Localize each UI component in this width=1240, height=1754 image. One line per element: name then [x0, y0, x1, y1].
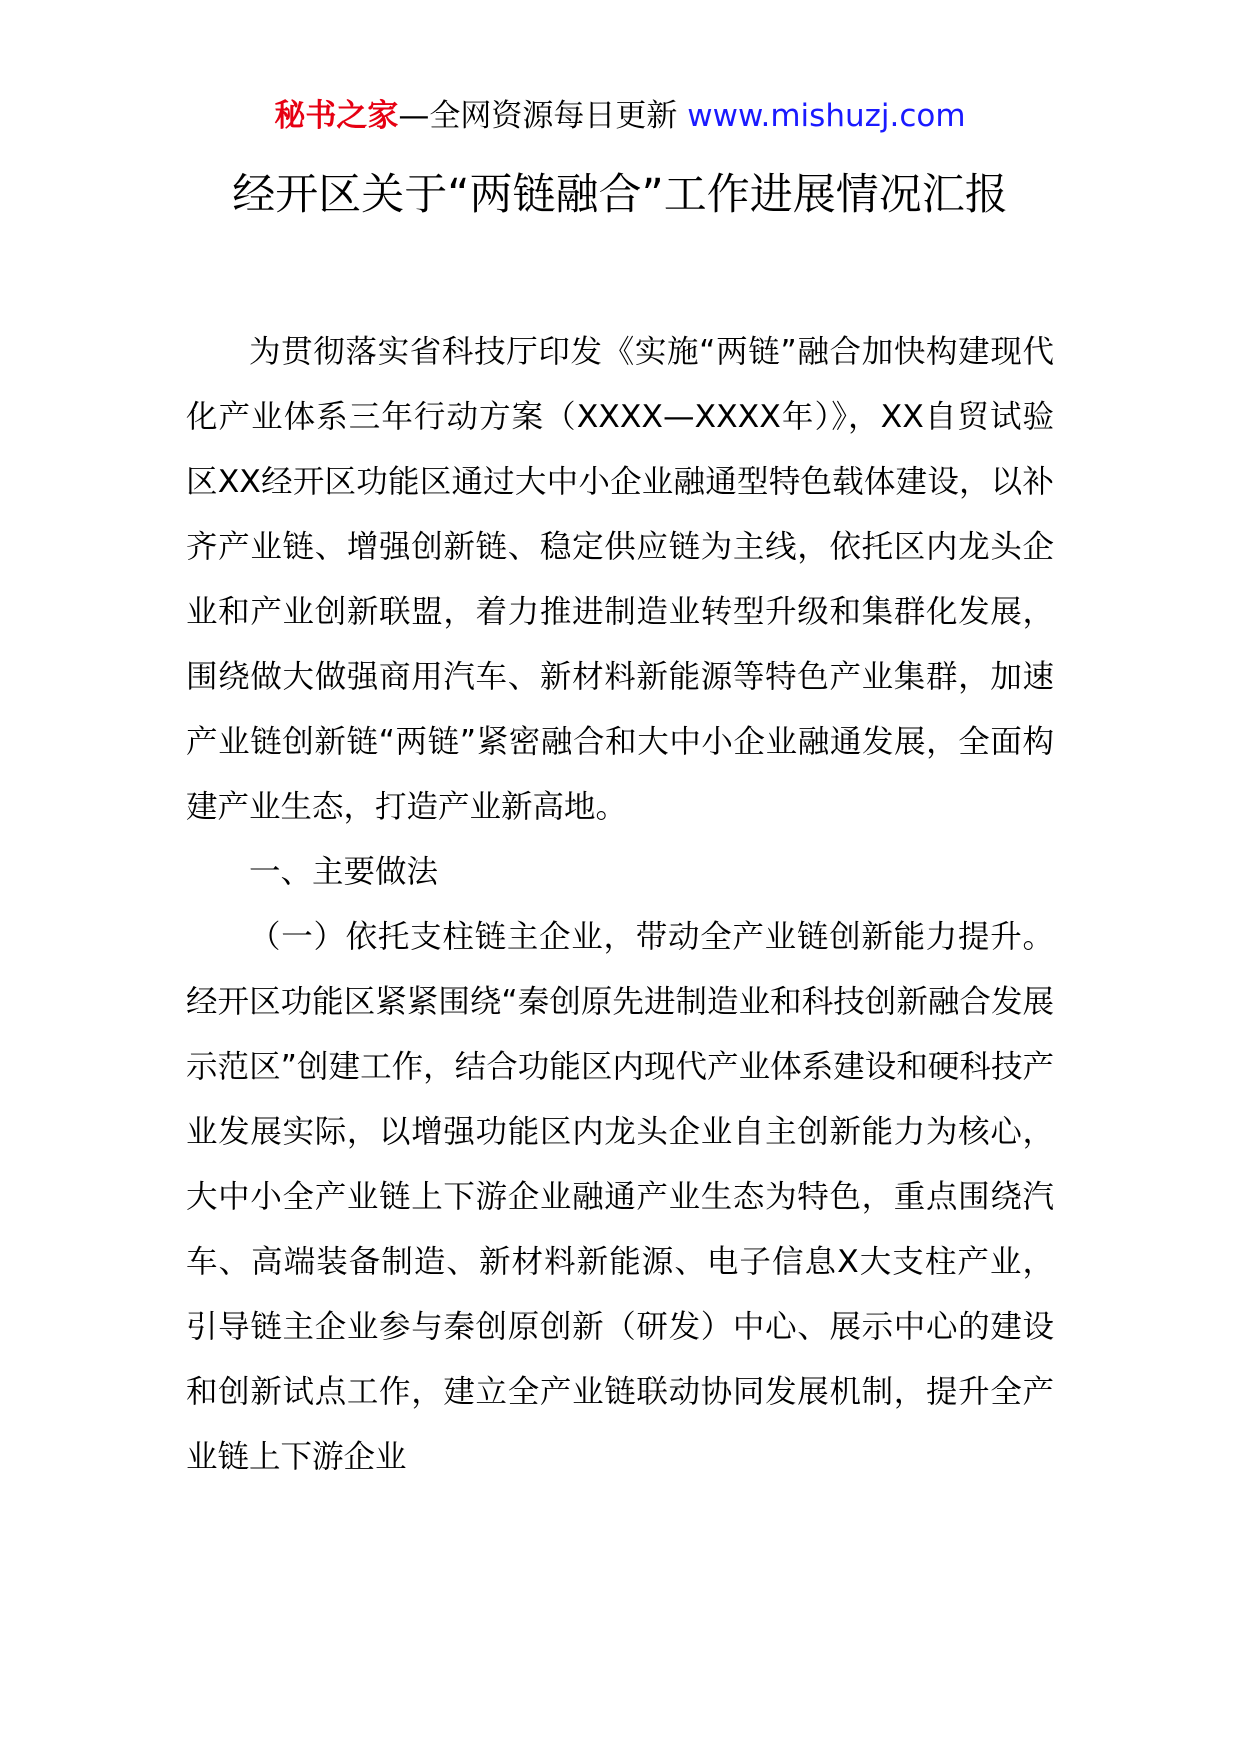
header-tagline: —全网资源每日更新 — [398, 98, 688, 134]
subsection-paragraph: （一）依托支柱链主企业，带动全产业链创新能力提升。经开区功能区紧紧围绕“秦创原先进制造业和科技创新融合发展示范区”创建工作，结合功能区内现代产业体系建设和硬科技产业发展实际，以增强功能区内龙头企业自主创新能力为核心，大中小全产业链上下游企业融通产业生态为特色，重点围绕汽车、高端装备制造、新材料新能源、电子信息X大支柱产业，引导链主企业参与秦创原创新（研发）中心、展示中心的建设和创新试点工作，建立全产业链联动协同发展机制，提升全产业链上下游企业 — [186, 919, 1054, 1475]
website-link[interactable]: www.mishuzj.com — [687, 98, 966, 134]
brand-name: 秘书之家 — [274, 98, 399, 134]
document-body — [186, 320, 1054, 1490]
document-title: 经开区关于“两链融合”工作进展情况汇报 — [232, 170, 1008, 220]
intro-paragraph: 为贯彻落实省科技厅印发《实施“两链”融合加快构建现代化产业体系三年行动方案（XXXX—XXXX年）》，XX自贸试验区XX经开区功能区通过大中小企业融通型特色载体建设，以补齐产业链、增强创新链、稳定供应链为主线，依托区内龙头企业和产业创新联盟，着力推进制造业转型升级和集群化发展，围绕做大做强商用汽车、新材料新能源等特色产业集群，加速产业链创新链“两链”紧密融合和大中小企业融通发展，全面构建产业生态，打造产业新高地。 — [186, 334, 1054, 825]
section-heading: 一、主要做法 — [249, 854, 439, 890]
site-header — [0, 96, 1240, 136]
